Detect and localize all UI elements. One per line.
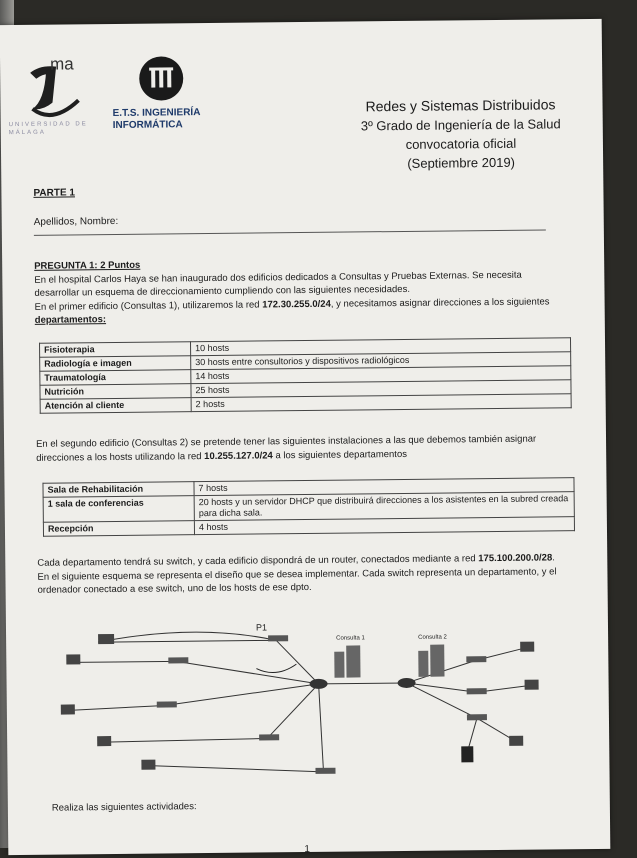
b1-network: 172.30.255.0/24 (262, 298, 331, 310)
course-header (340, 95, 581, 174)
question-building1 (35, 295, 569, 328)
pc-icon (509, 736, 523, 746)
uma-logo-text: ma (49, 54, 74, 74)
question-title: PREGUNTA 1: 2 Puntos (34, 259, 141, 272)
call-line: convocatoria oficial (405, 135, 517, 152)
dept-cell: Traumatología (40, 370, 191, 386)
b1-text-b: , y necesitamos asignar direcciones a los siguientes (330, 295, 550, 310)
dept-cell: Atención al cliente (40, 398, 191, 414)
building-1-label: Consulta 1 (336, 635, 365, 642)
pc-icon (141, 760, 155, 770)
pc-icon (520, 642, 534, 652)
dept-cell: Radiología e imagen (40, 356, 191, 372)
hosts-cell: 25 hosts (191, 380, 571, 398)
activities-label: Realiza las siguientes actividades: (51, 801, 197, 814)
dept-cell: Fisioterapia (40, 342, 191, 358)
annotation-label: P1 (255, 622, 268, 633)
dept-cell: 1 sala de conferencias (43, 496, 194, 523)
building-icon (346, 645, 360, 677)
links (66, 629, 529, 775)
hosts-cell: 20 hosts y un servidor DHCP que distribuirá direcciones a los asistentes en la subred creada para dicha sala. (194, 492, 574, 521)
pc-icon (61, 704, 75, 714)
hosts-cell: 30 hosts entre consultorios y dispositivos radiológicos (191, 352, 571, 370)
b2-text-b: a los siguientes departamentos (272, 448, 408, 461)
b1-departments-label: departamentos: (34, 314, 107, 326)
scheme-text: En el siguiente esquema se representa el diseño que se desea implementar. Cada switch representa un departamento, y el ordenador conectado a ese switch, uno de los hosts de ese dpto. (37, 565, 557, 596)
building-icon (334, 652, 344, 678)
building-icon (418, 651, 428, 677)
switch-icon (168, 657, 188, 663)
b1-text-a: En el primer edificio (Consultas 1), utilizaremos la red (34, 298, 263, 313)
school-line-2: INFORMÁTICA (112, 119, 183, 131)
hosts-cell: 10 hosts (190, 338, 570, 356)
question-instructions (37, 551, 571, 597)
switch-icon (268, 635, 288, 641)
router-text-a: Cada departamento tendrá su switch, y cada edificio dispondrá de un router, conectados mediante a red (37, 553, 479, 569)
switch-icon (315, 768, 335, 774)
hosts-cell: 4 hosts (194, 517, 574, 535)
switch-icon (466, 656, 486, 662)
b2-text-a: En el segundo edificio (Consultas 2) se pretende tener las siguientes instalaciones a las que debemos también asignar direcciones a los hosts utilizando la red (36, 433, 537, 464)
ets-logo-icon (138, 55, 184, 101)
section-title: PARTE 1 (33, 187, 75, 199)
hosts-cell: 14 hosts (191, 366, 571, 384)
building-icon (430, 645, 444, 677)
school-line-1: E.T.S. INGENIERÍA (112, 107, 201, 119)
question-building2 (36, 432, 570, 465)
pc-icon (66, 654, 80, 664)
switch-icon (467, 714, 487, 720)
hosts-cell: 7 hosts (194, 478, 574, 496)
departments-table-1 (39, 337, 572, 414)
exam-page (0, 19, 610, 855)
page-number: 1 (304, 843, 310, 856)
course-title: Redes y Sistemas Distribuidos (365, 96, 556, 115)
dept-cell: Sala de Rehabilitación (43, 482, 194, 498)
switch-icon (467, 688, 487, 694)
router-network: 175.100.200.0/28 (478, 552, 553, 565)
question-block (34, 254, 569, 327)
degree-line: 3º Grado de Ingeniería de la Salud (360, 116, 561, 134)
hosts-cell: 2 hosts (191, 394, 571, 412)
building-2-label: Consulta 2 (418, 634, 447, 641)
name-input-line[interactable] (34, 229, 546, 235)
network-diagram (46, 619, 568, 794)
buildings (334, 645, 444, 678)
switch-icon (157, 701, 177, 707)
pc-icon (525, 680, 539, 690)
router-text-b: . (552, 552, 555, 564)
name-label: Apellidos, Nombre: (33, 215, 119, 228)
question-intro: En el hospital Carlos Haya se han inaugurado dos edificios dedicados a Consultas y Pruebas Externas. Se necesita desarrollar un esquema de direccionamiento cumpliendo con las siguientes necesidades. (34, 269, 522, 299)
b2-network: 10.255.127.0/24 (204, 449, 273, 462)
university-name: UNIVERSIDAD DE MÁLAGA (8, 121, 88, 137)
dept-cell: Recepción (43, 521, 194, 537)
switch-icon (259, 734, 279, 740)
router-icon (310, 679, 328, 689)
pc-icon (98, 634, 114, 644)
date-line: (Septiembre 2019) (407, 154, 516, 171)
pc-icon (97, 736, 111, 746)
departments-table-2 (42, 477, 575, 537)
dept-cell: Nutrición (40, 384, 191, 400)
school-name (113, 107, 201, 132)
server-icon (461, 746, 473, 762)
